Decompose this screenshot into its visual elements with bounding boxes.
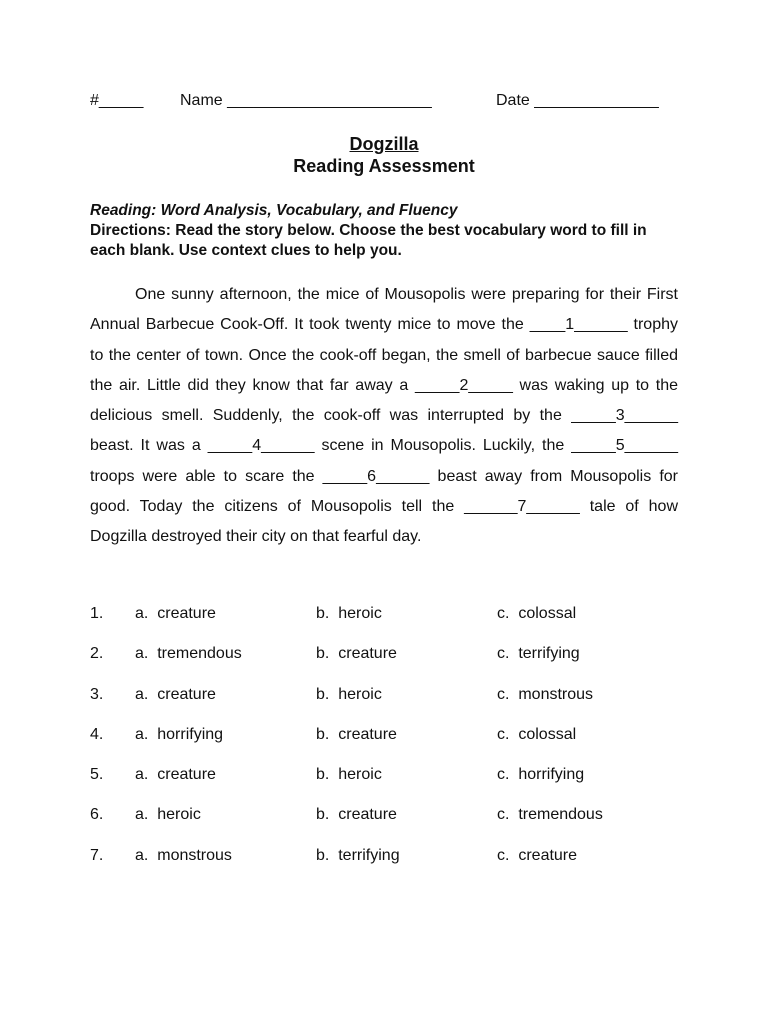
blank-6[interactable]: _____6______	[322, 467, 430, 485]
choice-b[interactable]: b. creature	[316, 806, 397, 824]
choice-c[interactable]: c. terrifying	[497, 645, 580, 663]
subject-heading: Reading: Word Analysis, Vocabulary, and Fluency	[90, 202, 458, 219]
blank-2[interactable]: _____2_____	[414, 376, 513, 394]
story-text: trophy to the center of town. Once the cook-off began, the smell of barbecue sauce filled the air. Little did they know that far away a	[90, 316, 678, 394]
assessment-title: Reading Assessment	[293, 156, 475, 176]
blank-4[interactable]: _____4______	[207, 437, 315, 455]
choice-c[interactable]: c. monstrous	[497, 685, 594, 703]
question-row	[90, 644, 690, 684]
choice-a[interactable]: a. creature	[135, 685, 216, 703]
story-passage	[90, 280, 678, 553]
blank-5[interactable]: _____5______	[571, 437, 678, 455]
number-field[interactable]: #_____	[90, 92, 144, 109]
choice-b[interactable]: b. creature	[316, 645, 397, 663]
directions-text: Directions: Read the story below. Choose the best vocabulary word to fill in each blank. Use context clues to help you.	[90, 222, 647, 259]
choice-a[interactable]: a. tremendous	[135, 645, 242, 663]
story-paragraph	[90, 280, 678, 553]
page-title	[0, 133, 768, 177]
story-text: scene in Mousopolis. Luckily, the	[314, 437, 572, 455]
question-number: 6.	[90, 806, 104, 824]
choice-c[interactable]: c. colossal	[497, 725, 577, 743]
question-number: 7.	[90, 846, 104, 864]
choice-b[interactable]: b. heroic	[316, 766, 382, 784]
choice-b[interactable]: b. terrifying	[316, 846, 400, 864]
story-text: One sunny afternoon, the mice of Mousopolis were preparing for their First Annual Barbecue Cook-Off. It took twenty mice to move the	[90, 286, 678, 334]
choice-c[interactable]: c. colossal	[497, 605, 577, 622]
choice-b[interactable]: b. heroic	[316, 605, 382, 622]
story-text: beast. It was a	[90, 437, 208, 455]
choice-a[interactable]: a. heroic	[135, 806, 201, 824]
answer-choices	[90, 604, 690, 886]
question-number: 2.	[90, 645, 104, 663]
question-number: 4.	[90, 725, 104, 743]
blank-3[interactable]: _____3______	[571, 407, 678, 425]
question-row	[90, 805, 690, 845]
choice-a[interactable]: a. creature	[135, 766, 216, 784]
choice-c[interactable]: c. creature	[497, 846, 578, 864]
story-text: troops were able to scare the	[90, 467, 323, 485]
story-text: tale of how Dogzilla destroyed their city on that fearful day.	[90, 498, 678, 546]
choice-b[interactable]: b. creature	[316, 725, 397, 743]
choice-a[interactable]: a. creature	[135, 605, 216, 622]
question-number: 5.	[90, 766, 104, 784]
blank-7[interactable]: ______7______	[464, 498, 580, 516]
story-text: beast away from Mousopolis for good. Today the citizens of Mousopolis tell the	[90, 467, 679, 516]
story-title: Dogzilla	[349, 134, 419, 154]
choice-a[interactable]: a. monstrous	[135, 846, 232, 864]
choice-c[interactable]: c. tremendous	[497, 806, 603, 824]
section-header	[90, 201, 680, 261]
question-row	[90, 765, 690, 805]
date-field[interactable]: Date ______________	[496, 92, 659, 109]
question-row	[90, 725, 690, 765]
choice-b[interactable]: b. heroic	[316, 685, 382, 703]
question-row	[90, 685, 690, 725]
question-number: 1.	[90, 605, 104, 622]
blank-1[interactable]: ____1______	[529, 316, 628, 334]
choice-a[interactable]: a. horrifying	[135, 725, 224, 743]
question-number: 3.	[90, 685, 104, 703]
question-row	[90, 846, 690, 886]
story-text: was waking up to the delicious smell. Suddenly, the cook-off was interrupted by the	[90, 376, 678, 425]
choice-c[interactable]: c. horrifying	[497, 766, 585, 784]
question-row	[90, 604, 690, 644]
name-field[interactable]: Name _______________________	[180, 92, 432, 109]
